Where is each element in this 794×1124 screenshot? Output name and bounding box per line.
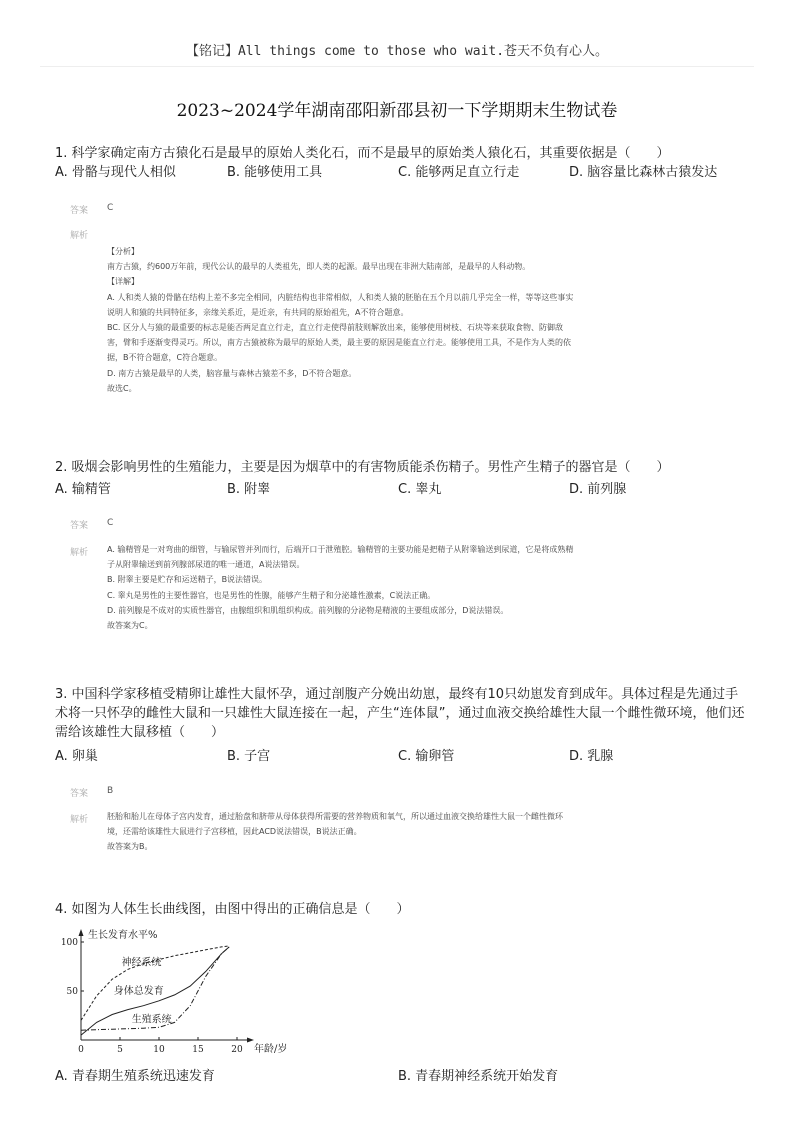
q1-explanation-label: 解析 — [70, 231, 89, 241]
q3-explanation — [107, 809, 719, 855]
question-1-options — [55, 163, 745, 182]
q2-option-d: D. 前列腺 — [569, 482, 627, 497]
x-tick-label: 5 — [117, 1045, 123, 1055]
series-label: 生殖系统 — [131, 1014, 172, 1026]
q2-explanation-line: A. 输精管是一对弯曲的细管，与输尿管并列而行，后端开口于泄殖腔。输精管的主要功能是把精子从附睾输送到尿道，它是将成熟精 — [107, 545, 574, 554]
question-3-options — [55, 747, 745, 766]
y-tick-label: 100 — [60, 938, 78, 948]
series-label: 神经系统 — [121, 957, 162, 969]
q2-option-a: A. 输精管 — [55, 482, 111, 497]
question-4-options — [55, 1067, 745, 1086]
q1-explanation-line: A. 人和类人猿的骨骼在结构上差不多完全相同，内脏结构也非常相似，人和类人猿的胚胎在五个月以前几乎完全一样，等等这些事实 — [107, 292, 574, 302]
x-axis-arrow — [247, 1038, 254, 1043]
y-axis-label: 生长发育水平% — [88, 930, 158, 941]
q1-option-b: B. 能够使用工具 — [227, 165, 323, 180]
q1-explanation-line: 南方古猿，约600万年前，现代公认的最早的人类祖先，即人类的起源。最早出现在非洲大陆南部，是最早的人科动物。 — [107, 262, 531, 272]
q4-option-b: B. 青春期神经系统开始发育 — [398, 1069, 559, 1084]
q1-answer-label: 答案 — [70, 206, 89, 216]
q2-option-b: B. 附睾 — [227, 482, 271, 497]
q3-option-a: A. 卵巢 — [55, 749, 98, 764]
q1-explanation-line: 据，B不符合题意，C符合题意。 — [107, 353, 223, 363]
q2-explanation-line: D. 前列腺是不成对的实质性器官，由腺组织和肌组织构成。前列腺的分泌物是精液的主要组成部分，D说法错误。 — [107, 605, 509, 615]
q1-explanation-line: D. 南方古猿是最早的人类，脑容量与森林古猿差不多，D不符合题意。 — [107, 368, 357, 378]
q3-answer-label: 答案 — [70, 789, 89, 799]
q3-option-b: B. 子宫 — [227, 749, 271, 764]
x-axis-label: 年龄/岁 — [254, 1044, 288, 1055]
q2-explanation — [107, 542, 719, 633]
q2-explanation-line: B. 附睾主要是贮存和运送精子，B说法错误。 — [107, 575, 268, 585]
q2-explanation-line: 故答案为C。 — [107, 621, 153, 631]
q1-option-c: C. 能够两足直立行走 — [398, 165, 520, 180]
chart-axes — [79, 929, 255, 1043]
question-2-options — [55, 480, 745, 499]
q1-explanation — [107, 244, 719, 396]
x-tick-label: 15 — [192, 1045, 204, 1055]
x-tick-label: 20 — [231, 1045, 243, 1055]
q1-option-d: D. 脑容量比森林古猿发达 — [569, 165, 718, 180]
q1-option-a: A. 骨骼与现代人相似 — [55, 165, 176, 180]
q3-option-c: C. 输卵管 — [398, 749, 455, 764]
q1-explanation-line: 【详解】 — [107, 277, 139, 287]
q2-explanation-line: 子从附睾输送到前列腺部尿道的唯一通道，A说法错误。 — [107, 560, 305, 570]
q3-answer-value: B — [107, 786, 114, 796]
series-label: 身体总发育 — [113, 985, 164, 997]
question-4-stem: 4. 如图为人体生长曲线图，由图中得出的正确信息是（ ） — [55, 902, 410, 917]
q1-answer-value: C — [107, 203, 114, 213]
question-2-stem: 2. 吸烟会影响男性的生殖能力，主要是因为烟草中的有害物质能杀伤精子。男性产生精子的器官是（ ） — [55, 460, 670, 475]
q3-explanation-line: 境，还需给该雄性大鼠进行子宫移植，因此ACD说法错误，B说法正确。 — [107, 827, 362, 837]
y-axis-arrow — [79, 929, 84, 936]
page-title: 2023~2024学年湖南邵阳新邵县初一下学期期末生物试卷 — [176, 101, 618, 121]
y-tick-label: 50 — [66, 987, 78, 997]
q1-explanation-line: 【分析】 — [107, 247, 139, 256]
x-tick-label: 10 — [153, 1045, 165, 1055]
q2-answer-value: C — [107, 518, 114, 528]
x-tick-label: 0 — [78, 1045, 84, 1055]
q1-explanation-line: 说明人和猿的共同特征多，亲缘关系近，是近亲，有共同的原始祖先，A不符合题意。 — [107, 307, 409, 317]
q3-explanation-line: 胚胎和胎儿在母体子宫内发育，通过胎盘和脐带从母体获得所需要的营养物质和氧气，所以通过血液交换给雄性大鼠一个雌性微环 — [107, 812, 563, 821]
q2-explanation-label: 解析 — [70, 548, 89, 558]
q2-explanation-line: C. 睾丸是男性的主要性器官，也是男性的性腺，能够产生精子和分泌雄性激素，C说法正确。 — [107, 590, 436, 600]
q3-option-d: D. 乳腺 — [569, 749, 614, 764]
q4-option-a: A. 青春期生殖系统迅速发育 — [55, 1069, 215, 1084]
chart-labels — [114, 956, 172, 1026]
q1-explanation-line: 故选C。 — [107, 383, 137, 393]
header-divider — [40, 66, 754, 67]
q3-explanation-line: 故答案为B。 — [107, 842, 153, 852]
motto: 【铭记】All things come to those who wait.苍天不负有心人。 — [185, 44, 609, 59]
q3-explanation-label: 解析 — [70, 815, 89, 825]
q1-explanation-line: 害，臂和手逐渐变得灵巧。所以，南方古猿被称为最早的原始人类，最主要的原因是能直立行走。能够使用工具，不是作为人类的依 — [107, 338, 571, 348]
q2-option-c: C. 睾丸 — [398, 482, 442, 497]
q2-answer-label: 答案 — [70, 521, 89, 531]
growth-curve-chart — [60, 928, 310, 1058]
question-3-stem: 3. 中国科学家移植受精卵让雄性大鼠怀孕，通过剖腹产分娩出幼崽，最终有10只幼崽发育到成年。具体过程是先通过手术将一只怀孕的雌性大鼠和一只雄性大鼠连接在一起，产生“连体鼠”，通过血液交换给雄性大鼠一个雌性微环境，他们还需给该雄性大鼠移植（ ） — [55, 687, 745, 740]
question-1-stem: 1. 科学家确定南方古猿化石是最早的原始人类化石，而不是最早的原始类人猿化石，其重要依据是（ ） — [55, 146, 670, 161]
q1-explanation-line: BC. 区分人与猿的最重要的标志是能否两足直立行走，直立行走使得前肢则解放出来，能够使用树枝、石块等来获取食物、防御敌 — [107, 323, 564, 333]
